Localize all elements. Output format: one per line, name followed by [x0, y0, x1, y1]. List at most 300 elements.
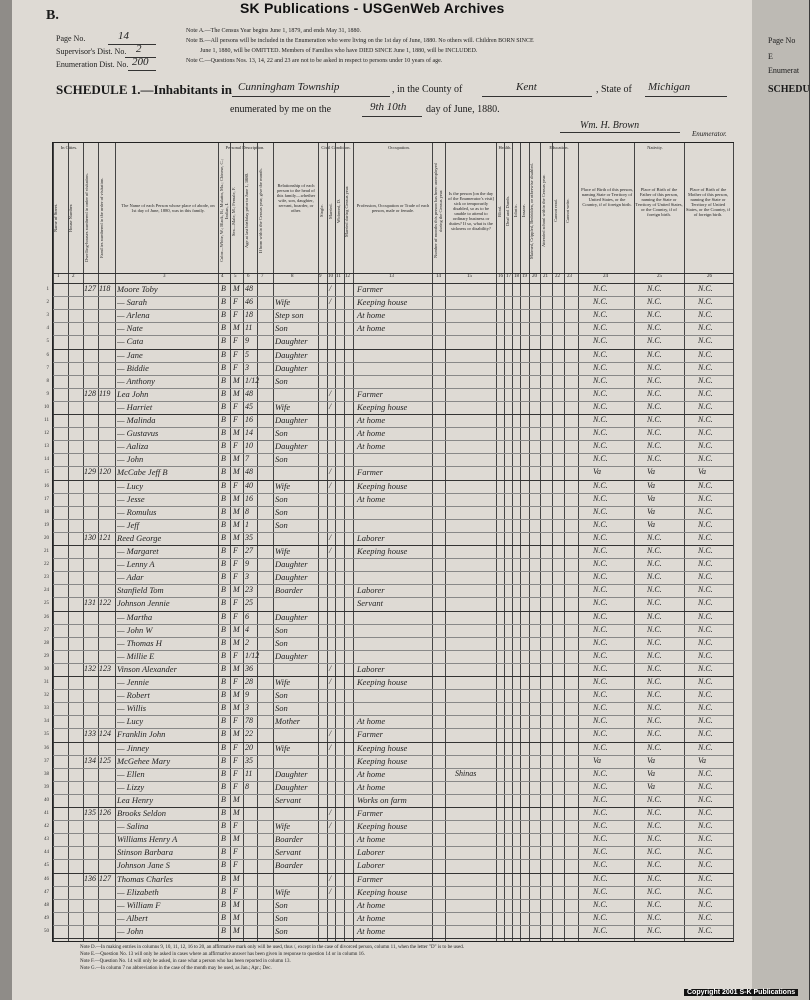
header-occupation-group: Occupation. [388, 145, 410, 150]
cell-a: 28 [245, 677, 253, 686]
cell-occ: At home [357, 493, 386, 504]
cell-b3: N.C. [698, 768, 713, 778]
cell-c: B [221, 768, 226, 778]
cell-s: F [233, 297, 238, 307]
cell-rel: Son [275, 323, 288, 334]
cell-c: B [221, 886, 226, 896]
column-number: 2 [72, 274, 75, 279]
cell-occ: Keeping house [357, 677, 408, 687]
cell-a: 1/12 [245, 375, 260, 385]
cell-s: M [233, 637, 240, 647]
header-blind: Blind. [497, 205, 502, 217]
cell-c: B [221, 323, 226, 333]
cell-b1: N.C. [593, 768, 608, 778]
column-number: 26 [707, 274, 712, 279]
column-number: 21 [543, 274, 548, 279]
cell-a: 16 [245, 493, 253, 503]
cell-occ: At home [357, 768, 386, 779]
header-sick: Is the person [on the day of the Enumerator's visit] sick or temporarily disabled, so as to be unable to attend to ordinary business or duties? If so, what is the sickness or disability? [448, 191, 494, 231]
column-number: 20 [532, 274, 537, 279]
cell-name: — Margaret [117, 546, 159, 556]
cell-s: F [233, 860, 238, 870]
cell-name: — Albert [117, 912, 148, 923]
enumerator-signature: Wm. H. Brown [580, 120, 640, 131]
cell-rel: Son [275, 690, 288, 701]
cell-a: 8 [245, 781, 249, 791]
married-tick: / [329, 808, 332, 817]
cell-b2: N.C. [647, 624, 662, 634]
cell-rel: Son [275, 493, 288, 504]
cell-fam: 122 [99, 598, 111, 608]
cell-c: B [221, 742, 226, 752]
cell-dw: 131 [84, 598, 96, 608]
column-number: 19 [522, 274, 527, 279]
cell-name: — Nate [117, 323, 143, 334]
row-number: 12 [44, 431, 49, 437]
cell-b1: N.C. [593, 663, 608, 673]
column-divider [634, 143, 635, 941]
cell-c: B [221, 925, 226, 935]
row-number: 32 [44, 693, 49, 699]
cell-s: M [233, 454, 240, 464]
cell-a: 10 [245, 441, 253, 451]
cell-b3: N.C. [698, 336, 713, 346]
row-number: 48 [44, 902, 49, 908]
cell-name: — Willis [117, 703, 147, 714]
corner-letter: B. [46, 8, 59, 23]
cell-b3: N.C. [698, 729, 713, 739]
header-relationship: Relationship of each person to the head of this family—whether wife, son, daughter, servant, boarder, or other. [276, 183, 316, 213]
cell-occ: At home [357, 912, 386, 923]
cell-b1: N.C. [593, 781, 608, 791]
cell-rel: Wife [275, 742, 291, 753]
cell-occ: Keeping house [357, 742, 408, 753]
row-number: 6 [46, 352, 49, 358]
cell-b2: N.C. [647, 362, 662, 372]
cell-c: B [221, 781, 226, 791]
row-number: 15 [44, 470, 49, 476]
cell-c: B [221, 873, 226, 883]
cell-b3: N.C. [698, 506, 713, 516]
cell-b1: N.C. [593, 349, 608, 359]
cell-c: B [221, 441, 226, 451]
cell-s: M [233, 519, 240, 529]
cell-occ: Keeping house [357, 886, 408, 897]
cell-b1: N.C. [593, 585, 608, 595]
cell-dw: 135 [84, 808, 96, 817]
header-birth-self: Place of Birth of this person, naming State or Territory of United States, or the Country, if of foreign birth. [581, 187, 633, 207]
cell-s: F [233, 781, 238, 791]
header-name: The Name of each Person whose place of abode, on 1st day of June, 1880, was in this family. [121, 203, 215, 213]
cell-b3: N.C. [698, 519, 713, 529]
cell-s: F [233, 480, 238, 490]
header-cannot-read: Cannot read. [553, 199, 558, 223]
cell-b3: N.C. [698, 284, 713, 293]
cell-rel: Wife [275, 546, 291, 556]
row-number: 47 [44, 889, 49, 895]
cell-b3: N.C. [698, 690, 713, 700]
cell-c: B [221, 454, 226, 464]
county-label: , in the County of [392, 84, 463, 95]
cell-b1: N.C. [593, 729, 608, 739]
cell-s: M [233, 873, 240, 883]
cell-c: B [221, 847, 226, 857]
cell-c: B [221, 532, 226, 542]
cell-occ: At home [357, 781, 386, 792]
cell-b3: N.C. [698, 781, 713, 791]
cell-b3: N.C. [698, 441, 713, 451]
cell-a: 36 [245, 663, 253, 673]
cell-a: 6 [245, 611, 249, 621]
married-tick: / [329, 297, 332, 307]
column-number: 10 [328, 274, 333, 279]
header-insane: Insane. [521, 204, 526, 218]
cell-b2: N.C. [647, 598, 662, 608]
cell-b1: N.C. [593, 703, 608, 713]
cell-c: B [221, 821, 226, 831]
cell-b1: N.C. [593, 336, 608, 346]
cell-b1: N.C. [593, 821, 608, 831]
cell-s: F [233, 755, 238, 765]
column-number: 9 [319, 274, 322, 279]
row-number: 28 [44, 640, 49, 646]
cell-rel: Daughter [275, 349, 308, 360]
married-tick: / [329, 742, 332, 752]
cell-fam: 121 [99, 532, 111, 542]
adjacent-page-edge [752, 0, 809, 1000]
cell-b1: N.C. [593, 912, 608, 922]
cell-a: 14 [245, 428, 253, 438]
cell-c: B [221, 336, 226, 346]
cell-dw: 130 [84, 532, 96, 542]
cell-name: — Gustavus [117, 428, 159, 439]
cell-rel: Son [275, 912, 288, 923]
cell-b1: N.C. [593, 284, 608, 293]
row-number: 7 [46, 365, 49, 371]
cell-s: F [233, 886, 238, 896]
supervisor-value: 2 [136, 43, 142, 55]
cell-b3: N.C. [698, 297, 713, 307]
cell-b2: N.C. [647, 572, 662, 582]
cell-b1: N.C. [593, 362, 608, 372]
cell-b1: Va [593, 755, 601, 765]
cell-occ: Farmer [357, 729, 383, 740]
married-tick: / [329, 467, 332, 477]
cell-c: B [221, 860, 226, 870]
cell-rel: Son [275, 519, 288, 530]
cell-rel: Mother [275, 716, 301, 727]
cell-b3: Va [698, 467, 706, 477]
cell-b1: N.C. [593, 519, 608, 529]
cell-s: M [233, 834, 240, 844]
cell-b3: N.C. [698, 349, 713, 359]
row-number: 36 [44, 745, 49, 751]
header-school: Attended school within the Census year. [541, 174, 546, 248]
cell-c: B [221, 349, 226, 359]
column-divider [529, 143, 530, 941]
header-in-cities: In Cities. [60, 145, 78, 150]
cell-s: M [233, 585, 240, 595]
cell-b3: N.C. [698, 415, 713, 424]
cell-fam: 123 [99, 663, 111, 673]
cell-a: 22 [245, 729, 253, 739]
cell-b2: N.C. [647, 663, 662, 673]
cell-rel: Son [275, 375, 288, 386]
cell-c: B [221, 690, 226, 700]
state-label: , State of [596, 84, 632, 95]
cell-c: B [221, 729, 226, 739]
cell-b2: N.C. [647, 611, 662, 621]
cell-s: F [233, 677, 238, 686]
row-number: 40 [44, 797, 49, 803]
cell-a: 7 [245, 454, 249, 464]
cell-b3: N.C. [698, 808, 713, 817]
cell-s: M [233, 912, 240, 922]
header-unemployed: Number of months this person has been unemployed during the Census year. [433, 163, 443, 259]
column-number: 25 [657, 274, 662, 279]
cell-b2: Va [647, 493, 655, 503]
cell-occ: Laborer [357, 860, 385, 871]
footnote-f: Note F.—Question No. 14 will only be asked, in case what a person who has been reported in column 13. [80, 959, 291, 964]
row-number: 4 [46, 326, 49, 332]
cell-a: 11 [245, 323, 253, 333]
cell-name: — Adar [117, 572, 144, 583]
header-maimed: Maimed, Crippled, Bedridden, or otherwise disabled. [529, 163, 534, 259]
cell-b1: N.C. [593, 624, 608, 634]
cell-c: B [221, 834, 226, 844]
next-page-fragment-4: SCHEDU [768, 84, 810, 95]
row-number: 18 [44, 509, 49, 515]
header-birth-mother: Place of Birth of the Mother of this person, naming the State or Territory of United States, or the Country, if of foreign birth. [686, 187, 730, 217]
cell-b3: N.C. [698, 794, 713, 804]
married-tick: / [329, 480, 332, 490]
cell-s: M [233, 794, 240, 804]
cell-b2: Va [647, 467, 655, 477]
cell-b3: N.C. [698, 742, 713, 752]
cell-c: B [221, 559, 226, 569]
cell-occ: Keeping house [357, 401, 408, 412]
cell-occ: At home [357, 925, 386, 936]
header-age: Age at last birthday prior to June 1, 1880. [244, 173, 249, 249]
cell-b2: N.C. [647, 821, 662, 831]
cell-rel: Wife [275, 677, 291, 687]
cell-name: — John W [117, 624, 153, 635]
married-tick: / [329, 546, 332, 555]
township-value: Cunningham Township [238, 81, 340, 93]
cell-b2: N.C. [647, 559, 662, 569]
cell-s: M [233, 899, 240, 909]
cell-name: — Biddie [117, 362, 149, 373]
cell-occ: At home [357, 716, 386, 727]
next-page-fragment-1: Page No [768, 36, 796, 45]
cell-c: B [221, 284, 226, 293]
cell-name: — John [117, 454, 144, 465]
row-number: 5 [46, 339, 49, 345]
cell-b3: N.C. [698, 716, 713, 726]
cell-name: — Jennie [117, 677, 149, 687]
cell-a: 23 [245, 585, 253, 595]
enumeration-value: 200 [132, 56, 149, 68]
note-c: Note C.—Questions Nos. 13, 14, 22 and 23 are not to be asked in respect to persons under 10 years of age. [186, 58, 443, 64]
cell-name: — Salina [117, 821, 149, 832]
cell-dw: 128 [84, 388, 96, 398]
cell-name: Stinson Barbara [117, 847, 173, 858]
cell-b1: N.C. [593, 401, 608, 411]
cell-rel: Daughter [275, 650, 308, 661]
row-number: 14 [44, 457, 49, 463]
header-married-year: Married during Census year. [344, 185, 349, 237]
column-divider [684, 143, 685, 941]
cell-s: F [233, 611, 238, 621]
scan-left-edge [0, 0, 12, 1000]
cell-c: B [221, 546, 226, 555]
header-house-no: House Number. [68, 203, 73, 233]
enumerated-day: 9th 10th [370, 101, 407, 113]
cell-c: B [221, 650, 226, 660]
cell-b3: N.C. [698, 572, 713, 582]
cell-b3: N.C. [698, 650, 713, 660]
cell-rel: Step son [275, 310, 304, 321]
cell-b1: N.C. [593, 310, 608, 320]
cell-c: B [221, 716, 226, 726]
column-divider [230, 143, 231, 941]
column-divider [353, 143, 354, 941]
cell-a: 8 [245, 506, 249, 516]
cell-b2: N.C. [647, 860, 662, 870]
row-number: 38 [44, 771, 49, 777]
cell-b1: N.C. [593, 925, 608, 935]
column-number: 7 [261, 274, 264, 279]
cell-c: B [221, 506, 226, 516]
cell-occ: Laborer [357, 847, 385, 858]
page-no-label: Page No. [56, 34, 86, 43]
column-number: 3 [163, 274, 166, 279]
cell-a: 27 [245, 546, 253, 555]
cell-b1: N.C. [593, 454, 608, 464]
column-divider [540, 143, 541, 941]
cell-b3: N.C. [698, 310, 713, 320]
cell-dw: 129 [84, 467, 96, 477]
cell-b2: N.C. [647, 532, 662, 542]
header-idiotic: Idiotic. [513, 204, 518, 218]
cell-a: 1/12 [245, 650, 260, 660]
cell-s: M [233, 388, 240, 398]
cell-s: F [233, 598, 238, 608]
cell-b2: N.C. [647, 873, 662, 883]
cell-c: B [221, 677, 226, 686]
cell-s: M [233, 729, 240, 739]
cell-c: B [221, 388, 226, 398]
cell-b1: N.C. [593, 611, 608, 621]
married-tick: / [329, 873, 332, 883]
cell-b1: N.C. [593, 572, 608, 582]
cell-rel: Servant [275, 847, 301, 858]
cell-b2: Va [647, 781, 655, 791]
cell-a: 2 [245, 637, 249, 647]
cell-s: F [233, 768, 238, 778]
cell-name: — Jeff [117, 519, 139, 530]
column-divider [504, 143, 505, 941]
footnote-e: Note E.—Question No. 13 will only be asked in cases where an affirmative answer has been given in response to question 14 or in column 16. [80, 952, 365, 957]
column-divider [344, 143, 345, 941]
cell-b1: N.C. [593, 415, 608, 424]
cell-name: Moore Toby [117, 284, 158, 294]
cell-s: F [233, 349, 238, 359]
cell-b3: N.C. [698, 493, 713, 503]
cell-a: 78 [245, 716, 253, 726]
cell-b1: N.C. [593, 716, 608, 726]
cell-b1: N.C. [593, 546, 608, 555]
copyright-notice: Copyright 2001 S-K Publications [684, 989, 798, 996]
cell-b1: N.C. [593, 847, 608, 857]
cell-b2: N.C. [647, 912, 662, 922]
cell-s: F [233, 847, 238, 857]
row-number: 35 [44, 732, 49, 738]
column-divider [218, 143, 219, 941]
row-number: 30 [44, 666, 49, 672]
cell-s: F [233, 559, 238, 569]
row-number: 33 [44, 706, 49, 712]
cell-name: — Martha [117, 611, 153, 622]
cell-b2: N.C. [647, 886, 662, 896]
row-number: 2 [46, 300, 49, 306]
header-month-born: If born within the Census year, give the month. [258, 168, 263, 254]
row-number: 8 [46, 378, 49, 384]
cell-b2: N.C. [647, 742, 662, 752]
cell-name: Brooks Seldon [117, 808, 167, 818]
cell-b3: N.C. [698, 454, 713, 464]
cell-s: M [233, 428, 240, 438]
cell-b2: N.C. [647, 834, 662, 844]
column-number: 15 [467, 274, 472, 279]
header-civil: Civil Condition. [321, 145, 351, 150]
column-number: 1 [57, 274, 60, 279]
header-widowed: Widowed, D. [336, 199, 341, 223]
cell-name: Johnson Jennie [117, 598, 170, 609]
cell-b3: N.C. [698, 375, 713, 385]
cell-c: B [221, 572, 226, 582]
cell-b3: N.C. [698, 388, 713, 398]
column-divider [327, 143, 328, 941]
row-number: 29 [44, 653, 49, 659]
cell-b1: N.C. [593, 899, 608, 909]
cell-c: B [221, 794, 226, 804]
cell-occ: At home [357, 323, 386, 334]
cell-b1: N.C. [593, 742, 608, 752]
cell-name: — Robert [117, 690, 150, 701]
cell-b2: N.C. [647, 415, 662, 424]
cell-dw: 134 [84, 755, 96, 765]
cell-b1: N.C. [593, 860, 608, 870]
cell-b2: Va [647, 506, 655, 516]
cell-b3: N.C. [698, 899, 713, 909]
cell-occ: At home [357, 834, 386, 845]
cell-name: — Lucy [117, 716, 144, 727]
cell-rel: Son [275, 925, 288, 936]
cell-c: B [221, 637, 226, 647]
row-number: 45 [44, 863, 49, 869]
cell-name: — Cata [117, 336, 144, 347]
married-tick: / [329, 663, 332, 673]
cell-name: — Thomas H [117, 637, 162, 648]
cell-b3: N.C. [698, 480, 713, 490]
cell-c: B [221, 912, 226, 922]
cell-a: 45 [245, 401, 253, 411]
header-birth-father: Place of Birth of the Father of this person, naming the State or Territory of United States, or the Country, if of foreign birth. [635, 187, 683, 217]
header-dwelling: Dwelling-houses numbered in order of visitation. [84, 173, 89, 263]
row-number: 44 [44, 850, 49, 856]
cell-b1: N.C. [593, 375, 608, 385]
